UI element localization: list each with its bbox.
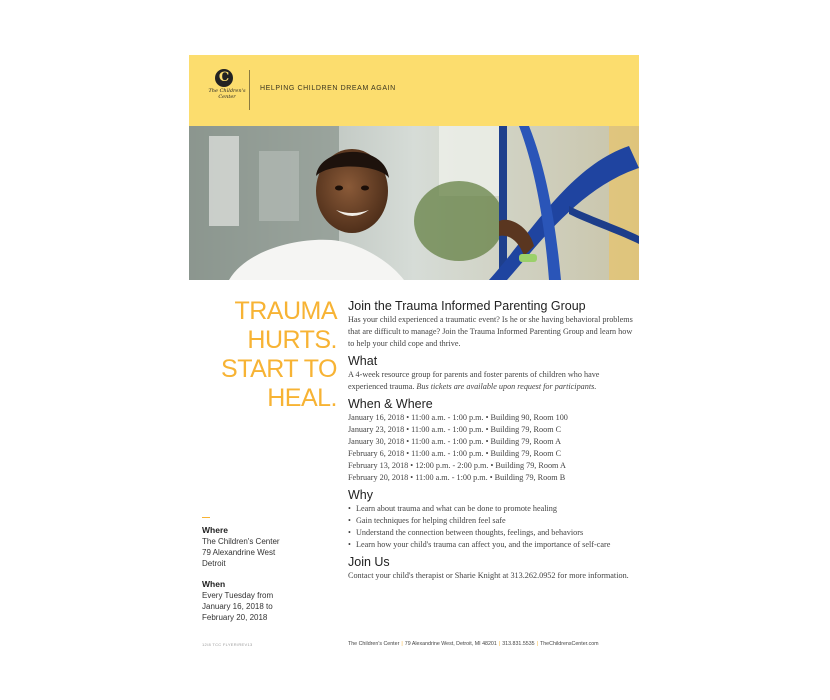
when-heading: When: [202, 579, 226, 589]
intro-title: Join the Trauma Informed Parenting Group: [348, 299, 586, 313]
where-line: Detroit: [202, 559, 226, 568]
headline: [221, 297, 337, 413]
footer-org: The Children's Center: [348, 641, 400, 647]
where-line: 79 Alexandrine West: [202, 548, 276, 557]
print-code: 12/8 TCC FLYER/REV13: [202, 642, 253, 647]
where-block: [202, 525, 312, 569]
footer-website[interactable]: TheChildrensCenter.com: [540, 641, 599, 647]
sidebar-accent-rule: [202, 517, 210, 518]
headline-line-4: HEAL.: [267, 384, 337, 412]
when-block: [202, 579, 312, 623]
join-section: [348, 555, 638, 582]
why-title: Why: [348, 488, 373, 502]
schedule-row: January 30, 2018 • 11:00 a.m. - 1:00 p.m. • Building 79, Room A: [348, 437, 562, 446]
banner-divider: [249, 70, 250, 110]
footer: [348, 641, 599, 647]
why-item: • Learn how your child's trauma can affect you, and the importance of self-care: [348, 539, 638, 551]
childrens-center-logo: [207, 69, 246, 113]
header-banner: [189, 55, 639, 126]
what-text: [348, 369, 638, 393]
schedule-row: January 16, 2018 • 11:00 a.m. - 1:00 p.m. • Building 90, Room 100: [348, 413, 568, 422]
what-section: [348, 354, 638, 393]
logo-text: The Children's Center: [208, 88, 246, 100]
headline-line-3: START TO: [221, 355, 337, 383]
flyer: [189, 55, 639, 655]
where-line: The Children's Center: [202, 537, 280, 546]
logo-mark-icon: C: [215, 69, 233, 87]
footer-separator: |: [498, 641, 501, 647]
why-item: • Understand the connection between thoughts, feelings, and behaviors: [348, 527, 638, 539]
what-note: Bus tickets are available upon request for participants.: [416, 382, 597, 391]
why-item: • Gain techniques for helping children feel safe: [348, 515, 638, 527]
schedule-row: February 20, 2018 • 11:00 a.m. - 1:00 p.m. • Building 79, Room B: [348, 473, 566, 482]
when-where-title: When & Where: [348, 397, 433, 411]
why-section: [348, 488, 638, 551]
when-line: Every Tuesday from: [202, 591, 274, 600]
when-line: February 20, 2018: [202, 613, 268, 622]
schedule-row: February 6, 2018 • 11:00 a.m. - 1:00 p.m. • Building 79, Room C: [348, 449, 562, 458]
footer-separator: |: [536, 641, 538, 647]
schedule-row: February 13, 2018 • 12:00 p.m. - 2:00 p.m. • Building 79, Room A: [348, 461, 566, 470]
intro-text: Has your child experienced a traumatic event? Is he or she having behavioral problems that are difficult to manage? Join the Trauma Informed Parenting Group and learn how to help your child cope and thrive.: [348, 315, 633, 348]
join-text: Contact your child's therapist or Sharie Knight at 313.262.0952 for more information.: [348, 571, 629, 580]
where-heading: Where: [202, 525, 228, 535]
tagline: HELPING CHILDREN DREAM AGAIN: [260, 85, 396, 92]
footer-address: 79 Alexandrine West, Detroit, MI 48201: [404, 641, 497, 647]
footer-separator: |: [401, 641, 403, 647]
when-line: January 16, 2018 to: [202, 602, 273, 611]
why-list: [348, 503, 638, 551]
schedule-row: January 23, 2018 • 11:00 a.m. - 1:00 p.m. • Building 79, Room C: [348, 425, 562, 434]
footer-phone: 313.831.5535: [502, 641, 535, 647]
child-on-playground-photo: [189, 126, 639, 280]
join-title: Join Us: [348, 555, 390, 569]
main-content: [348, 299, 638, 582]
when-where-section: [348, 397, 638, 484]
headline-line-1: TRAUMA: [234, 297, 337, 325]
headline-line-2: HURTS.: [247, 326, 337, 354]
why-item: • Learn about trauma and what can be done to promote healing: [348, 503, 638, 515]
what-title: What: [348, 354, 378, 368]
what-body: A 4-week resource group for parents and foster parents of children who have experienced trauma.: [348, 370, 600, 391]
